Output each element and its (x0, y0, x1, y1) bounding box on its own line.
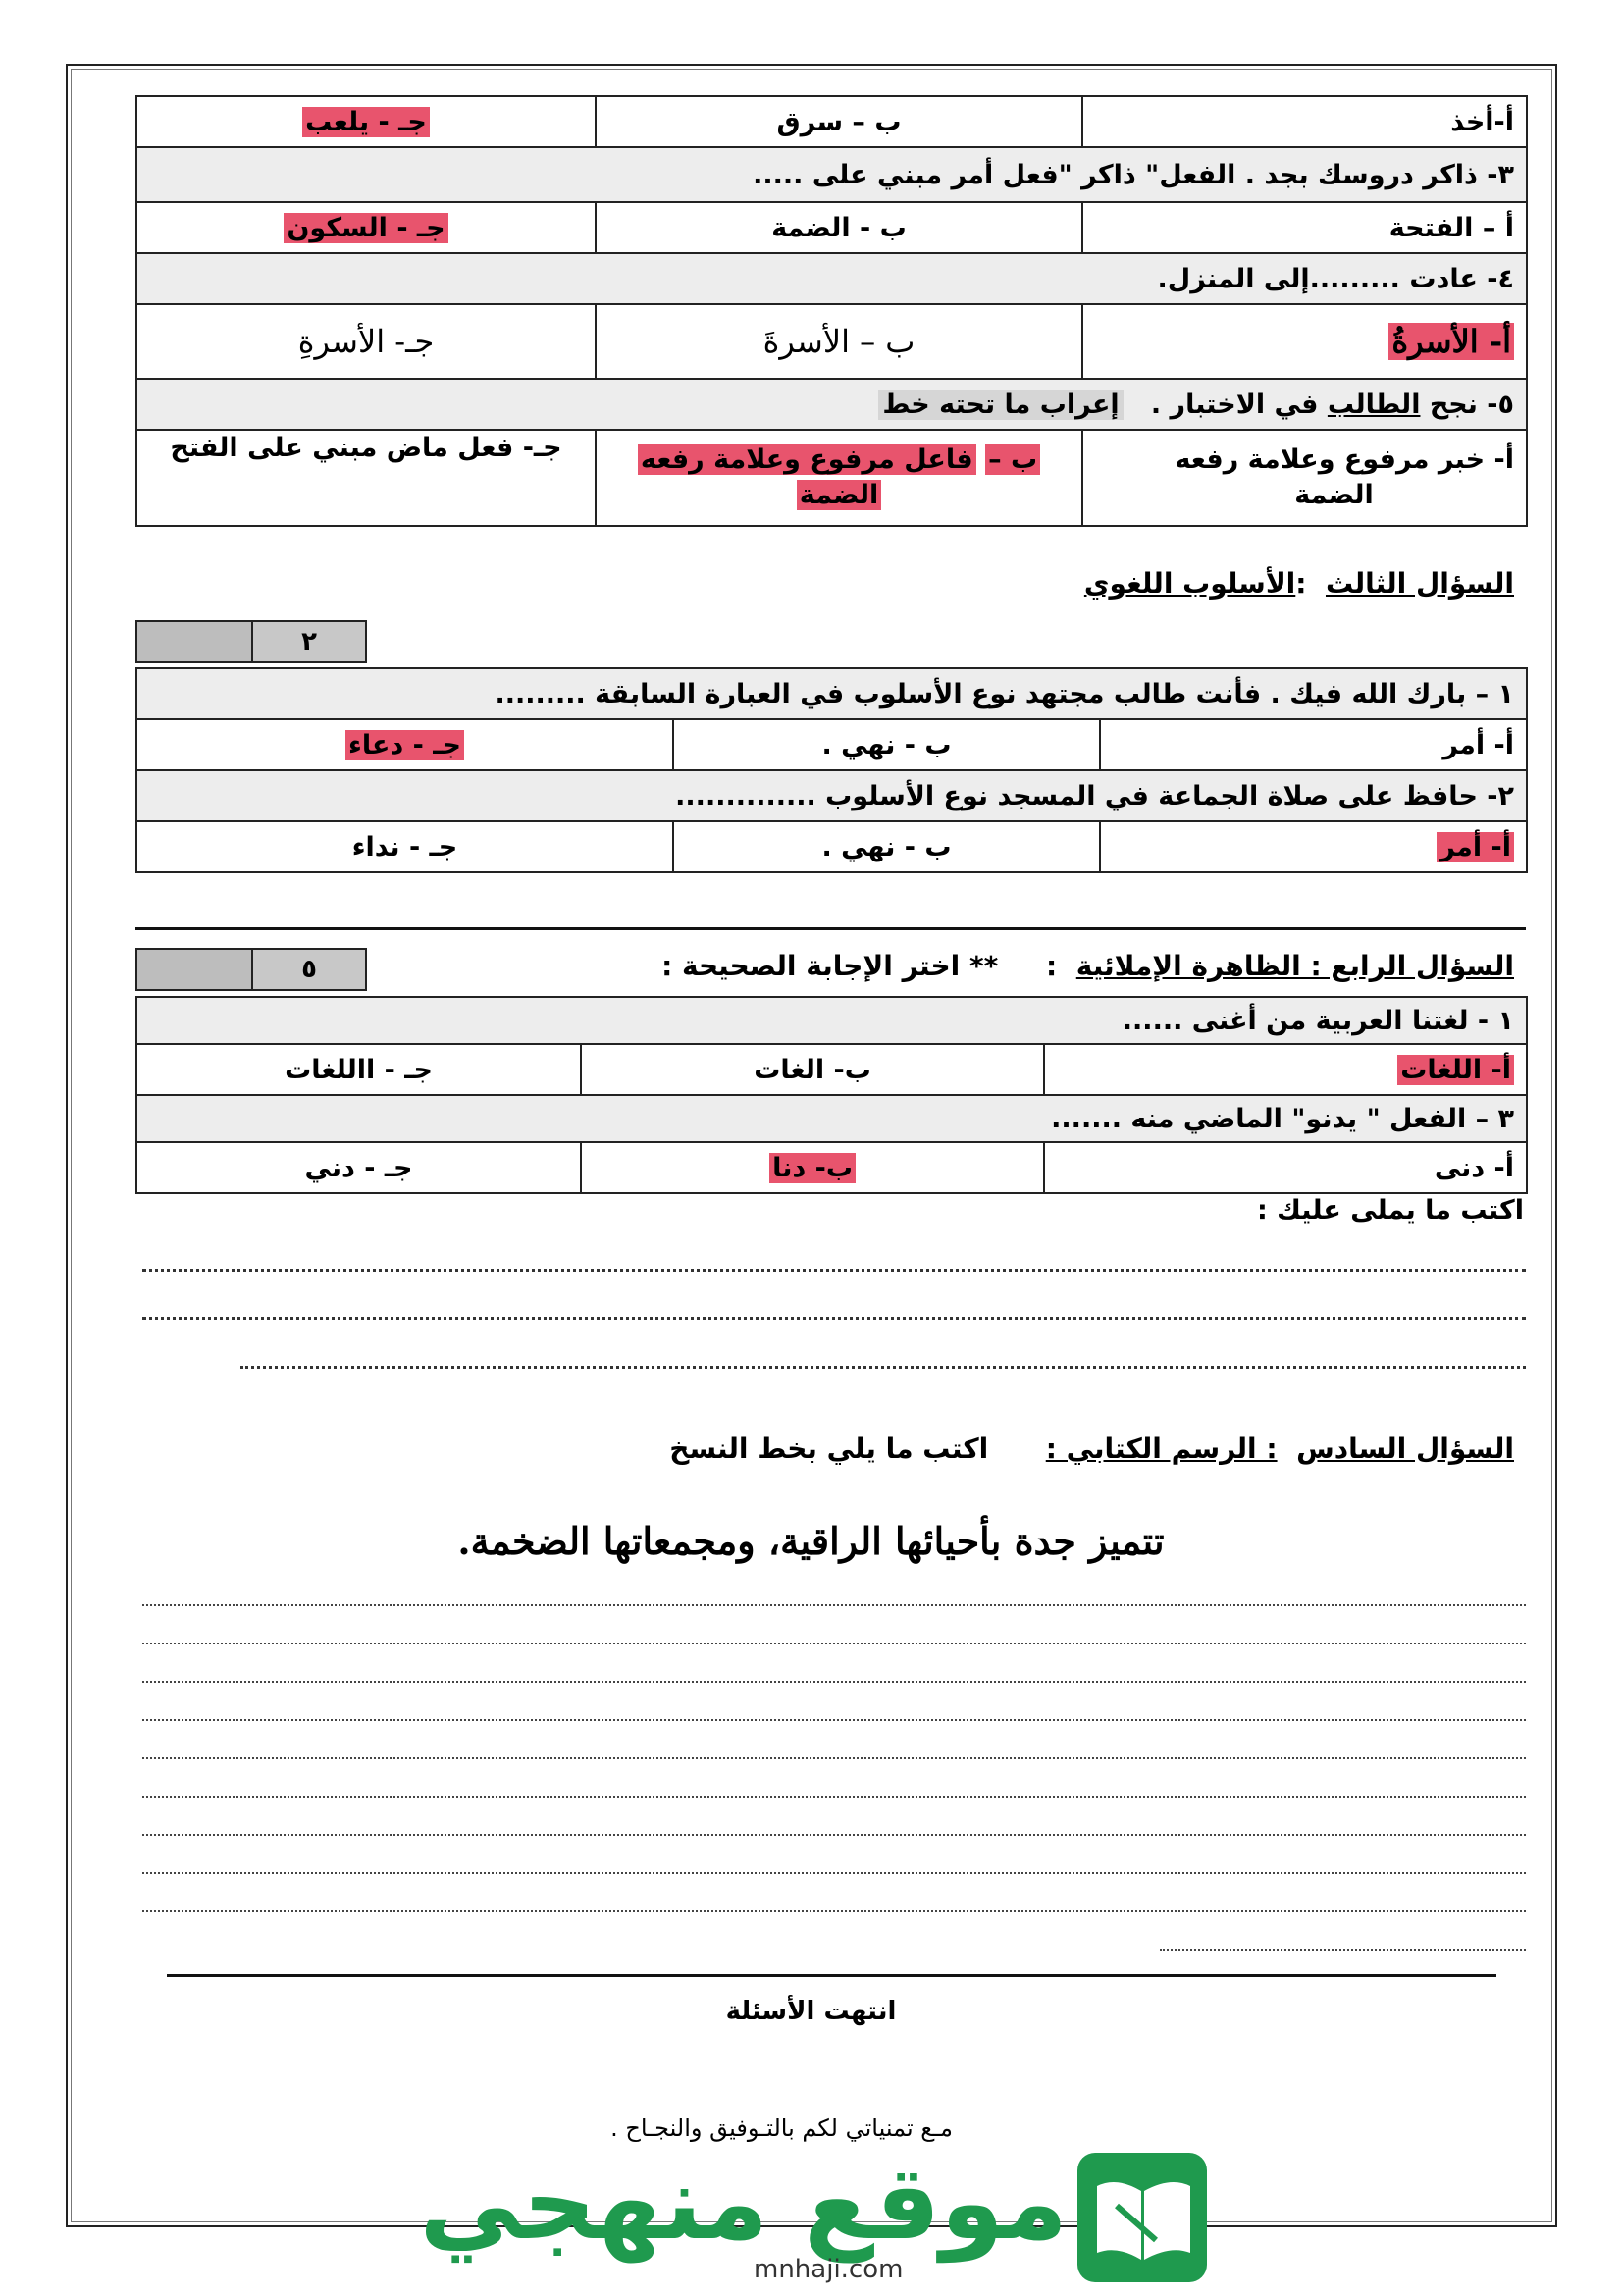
question-3-text: ٣ – الفعل " يدنو" الماضي منه ....... (136, 1095, 1527, 1142)
writing-line[interactable] (142, 1910, 1526, 1912)
logo-text: موقع منهجي (419, 2143, 1068, 2263)
end-of-questions: انتهت الأسئلة (725, 1997, 897, 2026)
question-table-3 (135, 667, 1528, 873)
writing-line[interactable] (142, 1834, 1526, 1836)
option-c[interactable]: جـ - نداء (136, 821, 673, 872)
option-a[interactable]: أ- خبر مرفوع وعلامة رفعه الضمة (1082, 430, 1527, 526)
question-5-text: ٥- نجح الطالب في الاختبار . إعراب ما تحته خط (136, 379, 1527, 430)
copy-sentence: تتميز جدة بأحيائها الراقية، ومجمعاتها الضخمة. (457, 1519, 1165, 1563)
option-a[interactable]: أ- دنى (1044, 1142, 1527, 1193)
option-c[interactable]: جـ - دني (136, 1142, 581, 1193)
logo-url: mnhaji.com (754, 2255, 904, 2284)
option-b[interactable]: ب - الضمة (596, 202, 1082, 253)
answer-row (136, 1142, 1527, 1193)
answer-row (136, 719, 1527, 770)
writing-line[interactable] (142, 1681, 1526, 1683)
divider (167, 1974, 1496, 1977)
dictation-instruction: اكتب ما يملى عليك : (1256, 1195, 1524, 1226)
correct-answer-highlight: جـ - السكون (284, 213, 447, 243)
correct-answer-highlight: فاعل مرفوع وعلامة رفعه (638, 444, 976, 475)
writing-line[interactable] (240, 1366, 1526, 1369)
wishes-text: مـع تمنياتي لكم بالتـوفيق والنجـاح . (610, 2114, 953, 2142)
divider (135, 927, 1526, 930)
underlined-word: الطالب (1327, 389, 1421, 420)
question-2-text: ٢- حافظ على صلاة الجماعة في المسجد نوع الأسلوب .............. (136, 770, 1527, 821)
answer-row (136, 430, 1527, 526)
question-table-1 (135, 95, 1528, 527)
answer-row (136, 96, 1527, 147)
writing-line[interactable] (142, 1757, 1526, 1759)
section-4-heading: السؤال الرابع : الظاهرة الإملائية : ** اختر الإجابة الصحيحة : (661, 950, 1514, 982)
parse-instruction: إعراب ما تحته خط (878, 390, 1123, 420)
writing-line[interactable] (142, 1719, 1526, 1721)
option-a[interactable] (1082, 304, 1527, 379)
answer-row (136, 202, 1527, 253)
writing-line[interactable] (142, 1643, 1526, 1644)
option-c[interactable] (136, 202, 596, 253)
option-b[interactable]: ب – سرق (596, 96, 1082, 147)
option-c[interactable]: جـ- الأسرةِ (136, 304, 596, 379)
writing-line[interactable] (142, 1796, 1526, 1798)
site-logo[interactable] (419, 2143, 1215, 2292)
writing-line[interactable] (142, 1872, 1526, 1874)
option-b[interactable] (596, 430, 1082, 526)
option-b[interactable]: ب – الأسرةَ (596, 304, 1082, 379)
question-3-text: ٣- ذاكر دروسك بجد . الفعل" ذاكر "فعل أمر مبني على ..... (136, 147, 1527, 202)
option-a[interactable] (1044, 1044, 1527, 1095)
option-b[interactable]: ب - نهي . (673, 821, 1100, 872)
section-6-heading: السؤال السادس : الرسم الكتابي : اكتب ما يلي بخط النسخ (669, 1433, 1514, 1465)
option-b[interactable]: ب- الغات (581, 1044, 1044, 1095)
question-1-text: ١ - لغتنا العربية من أغنى ...... (136, 997, 1527, 1044)
score-box: ٢ (135, 620, 367, 663)
option-c[interactable] (136, 96, 596, 147)
option-a[interactable]: أ-أخذ (1082, 96, 1527, 147)
score-box: ٥ (135, 948, 367, 991)
correct-answer-highlight: جـ - يلعب (302, 107, 430, 137)
question-table-4 (135, 996, 1528, 1194)
option-c[interactable]: جـ- فعل ماض مبني على الفتح (136, 430, 596, 526)
correct-answer-highlight: ب – (985, 444, 1040, 475)
option-c[interactable] (136, 719, 673, 770)
writing-line[interactable] (142, 1317, 1526, 1320)
correct-answer-highlight: ب- دنا (769, 1153, 856, 1183)
section-3-heading: السؤال الثالث :الأسلوب اللغوي (1083, 567, 1514, 600)
option-a[interactable] (1100, 821, 1527, 872)
writing-line[interactable] (142, 1604, 1526, 1606)
question-4-text: ٤- عادت .........إلى المنزل. (136, 253, 1527, 304)
writing-line[interactable] (1160, 1949, 1526, 1951)
answer-row (136, 1044, 1527, 1095)
correct-answer-highlight: أ- الأسرةُ (1388, 323, 1514, 360)
option-a[interactable]: أ- أمر (1100, 719, 1527, 770)
option-b[interactable]: ب - نهي . (673, 719, 1100, 770)
writing-line[interactable] (142, 1269, 1526, 1272)
answer-row (136, 821, 1527, 872)
answer-row (136, 304, 1527, 379)
correct-answer-highlight: أ- اللغات (1397, 1055, 1514, 1085)
correct-answer-highlight: أ- أمر (1437, 832, 1514, 862)
correct-answer-highlight: جـ - دعاء (345, 730, 464, 760)
option-a[interactable]: أ – الفتحة (1082, 202, 1527, 253)
option-c[interactable]: جـ - االلغات (136, 1044, 581, 1095)
option-b[interactable] (581, 1142, 1044, 1193)
question-1-text: ١ – بارك الله فيك . فأنت طالب مجتهد نوع الأسلوب في العبارة السابقة ......... (136, 668, 1527, 719)
correct-answer-highlight: الضمة (797, 480, 881, 510)
